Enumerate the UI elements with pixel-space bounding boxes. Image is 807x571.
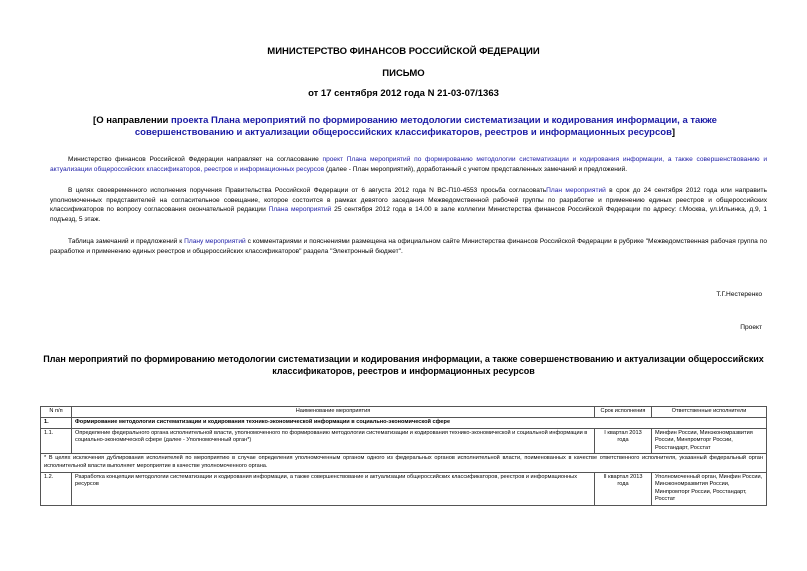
ministry-heading: МИНИСТЕРСТВО ФИНАНСОВ РОССИЙСКОЙ ФЕДЕРАЦИИ [267, 46, 540, 57]
p2-plan-link-1[interactable]: План мероприятий [546, 187, 606, 194]
document-date-number: от 17 сентября 2012 года N 21-03-07/1363 [308, 88, 499, 99]
section-num: 1. [41, 418, 72, 429]
paragraph-2 [50, 186, 767, 224]
subject-open: [О направлении [93, 115, 172, 126]
table-row [41, 428, 767, 454]
document-type: ПИСЬМО [382, 68, 425, 79]
plan-title: План мероприятий по формированию методологии систематизации и кодирования информации, а также совершенствованию и актуализации общероссийских классификаторов, реестров и информационных ресурсов [43, 354, 764, 376]
footnote: * В целях исключения дублирования исполнителей по мероприятию в случае определения уполномоченным органом одного из федеральных органов исполнительной власти, поименованных в качестве ответственного исполнителя, указанный федеральный орган исполнительной власти выполняет мероприятие в качестве уполномоченного органа. [41, 454, 767, 472]
header-responsible: Ответственные исполнители [652, 407, 767, 418]
header-name: Наименование мероприятия [72, 407, 595, 418]
subject-close: ] [671, 127, 676, 138]
p2-text-a: В целях своевременного исполнения поручения Правительства Российской Федерации от 6 августа 2012 года N ВС-П10-4553 просьба согласовать [68, 187, 547, 194]
paragraph-1 [50, 155, 767, 174]
row-responsible: Минфин России, Минэкономразвития России, Минпромторг России, Росстандарт, Росстат [652, 428, 767, 454]
header-num: N п/п [41, 407, 72, 418]
paragraph-3 [50, 237, 767, 256]
p2-plan-link-2[interactable]: Плана мероприятий [268, 206, 332, 214]
p3-text-a: Таблица замечаний и предложений к [68, 238, 185, 245]
p2-text-c: 25 сентября 2012 года в 14.00 в зале коллегии Министерства финансов Российской Федерации по адресу: г.Москва, ул.Ильинка, д.9, 1 подъезд, 5 этаж. [50, 206, 767, 223]
p1-text-b: (далее - План мероприятий), доработанный с учетом представленных замечаний и предложений. [324, 165, 628, 173]
section-row [41, 418, 767, 429]
p2-text-b: в срок до 24 сентября 2012 года или направить уполномоченных представителей на согласительное совещание, которое состоится в рамках девятого заседания Межведомственной рабочей группы по разработке и применению единых реестров и общероссийских классификаторов по вопросу согласования окончательной редакции [50, 187, 767, 214]
row-term: II квартал 2013 года [595, 472, 652, 505]
subject-link[interactable]: проекта Плана мероприятий по формированию методологии систематизации и кодирования информации, а также совершенствованию и актуализации общероссийских классификаторов, реестров и информационных ресурсов [134, 115, 717, 138]
plan-table [40, 406, 767, 506]
p3-text-b: с комментариями и пояснениями размещена на официальном сайте Министерства финансов Российской Федерации в рубрике "Межведомственная рабочая группа по разработке и применению единых реестров и общероссийских классификаторов" раздела "Электронный бюджет". [50, 238, 768, 255]
signature: Т.Г.Нестеренко [716, 291, 762, 298]
p1-text-a: Министерство финансов Российской Федерации направляет на согласование [68, 156, 323, 163]
p1-plan-link[interactable]: проект Плана мероприятий по формированию методологии систематизации и кодирования информации, а также совершенствованию и актуализации общероссийских классификаторов, реестров и информационных ресурсов [50, 156, 767, 173]
project-label: Проект [740, 324, 762, 331]
table-row [41, 472, 767, 505]
footnote-row [41, 454, 767, 472]
section-title: Формирование методологии систематизации и кодирования технико-экономической информации в социально-экономической сфере [72, 418, 767, 429]
document-subject [50, 115, 760, 139]
row-responsible: Уполномоченный орган, Минфин России, Минэкономразвития России, Минпромторг России, Росстандарт, Росстат [652, 472, 767, 505]
table-header-row [41, 407, 767, 418]
row-num: 1.2. [41, 472, 72, 505]
row-name: Разработка концепции методологии систематизации и кодирования информации, а также совершенствование и актуализации общероссийских классификаторов, реестров и информационных ресурсов [72, 472, 595, 505]
row-name: Определение федерального органа исполнительной власти, уполномоченного по формированию методологии систематизации и кодирования технико-экономической и социальной информации в социально-экономической сфере (далее - Уполномоченный орган*) [72, 428, 595, 454]
row-term: I квартал 2013 года [595, 428, 652, 454]
p3-plan-link[interactable]: Плану мероприятий [184, 238, 246, 245]
row-num: 1.1. [41, 428, 72, 454]
header-term: Срок исполнения [595, 407, 652, 418]
